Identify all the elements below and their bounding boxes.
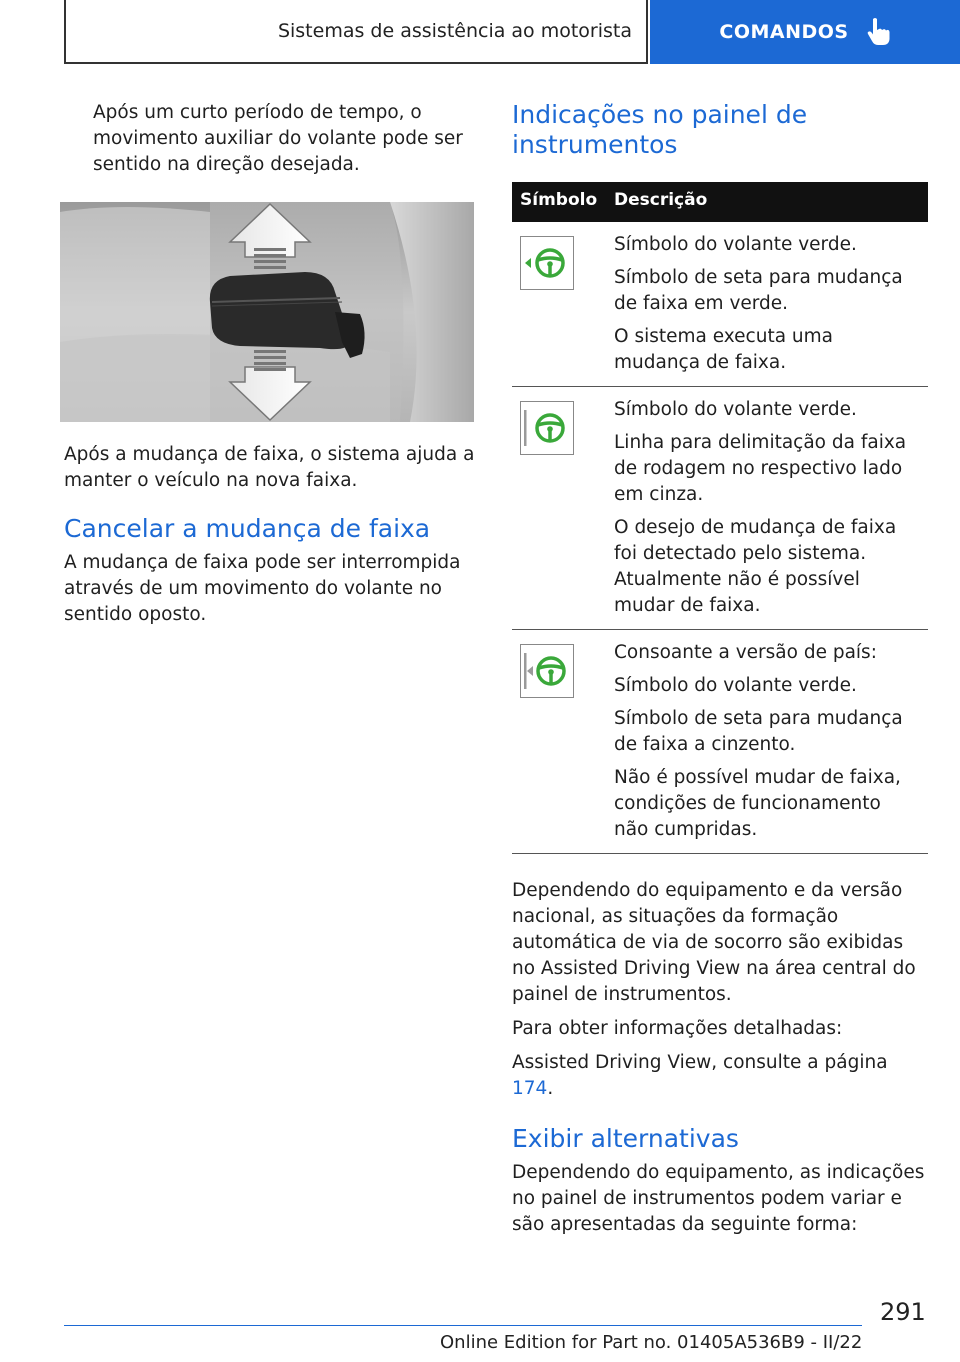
section-title-text: Sistemas de assistência ao motorista: [277, 20, 632, 42]
reference-text: Assisted Driving View, consulte a página: [512, 1052, 888, 1073]
row1-line2: Símbolo de seta para mudança de faixa em verde.: [614, 267, 903, 314]
cancel-lane-change-heading: Cancelar a mudança de faixa: [64, 514, 431, 543]
edition-footer: Online Edition for Part no. 01405A536B9 - II/22: [440, 1332, 863, 1353]
chapter-tab[interactable]: [650, 0, 960, 64]
page-link[interactable]: 174: [512, 1078, 548, 1099]
pointing-hand-icon: [865, 17, 891, 47]
table-header-description: Descrição: [606, 182, 928, 222]
row2-line1: Símbolo do volante verde.: [614, 399, 857, 420]
reference-end: .: [547, 1078, 554, 1099]
steering-column-lever-photo: [60, 202, 474, 422]
row2-line2: Linha para delimitação da faixa de rodagem no respectivo lado em cinza.: [614, 432, 907, 505]
green-steering-wheel-grey-line-icon: [520, 401, 574, 455]
emergency-lane-paragraph: Dependendo do equipamento e da versão nacional, as situações da formação automática de via de socorro são exibidas no Assisted Driving View na área central do painel de instrumentos.: [512, 880, 916, 1005]
show-alternatives-text: Dependendo do equipamento, as indicações no painel de instrumentos podem variar e são apresentadas da seguinte forma:: [512, 1162, 925, 1235]
assisted-driving-view-reference: [512, 1050, 930, 1102]
row1-line1: Símbolo do volante verde.: [614, 234, 857, 255]
table-header-symbol: Símbolo: [512, 182, 606, 222]
footer-divider: [64, 1325, 862, 1326]
row3-line1: Consoante a versão de país:: [614, 642, 877, 663]
right-column: [512, 100, 930, 1238]
row3-line3: Símbolo de seta para mudança de faixa a cinzento.: [614, 708, 903, 755]
row1-line3: O sistema executa uma mudança de faixa.: [614, 326, 834, 373]
intro-paragraph: Após um curto período de tempo, o movimento auxiliar do volante pode ser sentido na direção desejada.: [93, 102, 463, 175]
cancel-lane-change-text: A mudança de faixa pode ser interrompida através de um movimento do volante no sentido oposto.: [64, 552, 461, 625]
chapter-title: COMANDOS: [719, 21, 849, 43]
symbol-table: [512, 182, 928, 854]
row3-line2: Símbolo do volante verde.: [614, 675, 857, 696]
row2-line3: O desejo de mudança de faixa foi detectado pelo sistema. Atualmente não é possível mudar de faixa.: [614, 517, 897, 616]
page-number: 291: [880, 1298, 926, 1326]
left-column: [64, 100, 476, 628]
row3-line4: Não é possível mudar de faixa, condições de funcionamento não cumpridas.: [614, 767, 901, 840]
instrument-cluster-heading: Indicações no painel de instrumentos: [512, 100, 808, 159]
table-row: [512, 630, 928, 854]
details-paragraph: Para obter informações detalhadas:: [512, 1018, 843, 1039]
table-header-row: [512, 182, 928, 222]
table-row: [512, 387, 928, 630]
after-photo-paragraph: Após a mudança de faixa, o sistema ajuda a manter o veículo na nova faixa.: [64, 444, 475, 491]
green-steering-wheel-grey-arrow-icon: [520, 644, 574, 698]
green-steering-wheel-arrow-left-icon: [520, 236, 574, 290]
table-row: [512, 222, 928, 387]
show-alternatives-heading: Exibir alternativas: [512, 1124, 739, 1153]
section-title: [64, 0, 648, 64]
